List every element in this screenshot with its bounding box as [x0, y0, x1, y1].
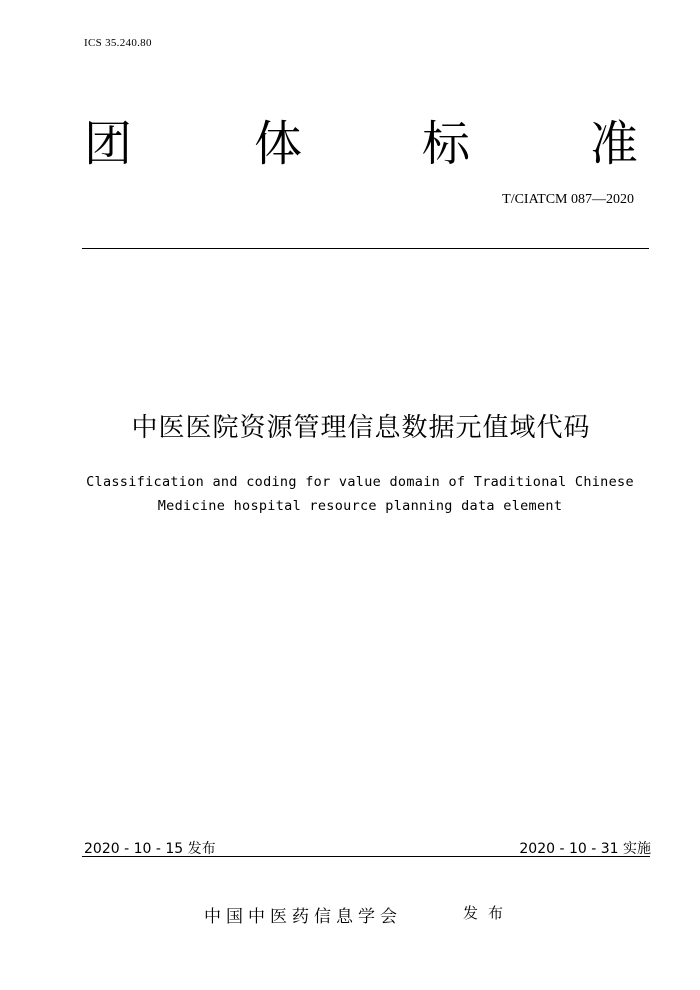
english-title-line-2: Medicine hospital resource planning data element	[157, 498, 563, 514]
standard-number: T/CIATCM 087—2020	[502, 192, 634, 207]
title-char: 团	[84, 116, 133, 172]
implementation-date: 2020 - 10 - 31 实施	[519, 841, 651, 857]
issue-date: 2020 - 10 - 15 发布	[84, 841, 216, 857]
ics-code: ICS 35.240.80	[84, 37, 152, 49]
title-char: 标	[422, 116, 471, 172]
publish-label: 发布	[463, 904, 514, 922]
english-title-line-1: Classification and coding for value domain of Traditional Chinese	[86, 474, 634, 490]
header-divider	[82, 248, 649, 249]
title-char: 体	[254, 116, 303, 172]
document-type-title	[84, 113, 644, 179]
publisher-name: 中国中医药信息学会	[204, 907, 402, 927]
footer-divider	[82, 856, 650, 857]
title-char: 准	[590, 116, 639, 172]
english-title	[60, 470, 660, 518]
chinese-title: 中医医院资源管理信息数据元值域代码	[131, 413, 591, 443]
